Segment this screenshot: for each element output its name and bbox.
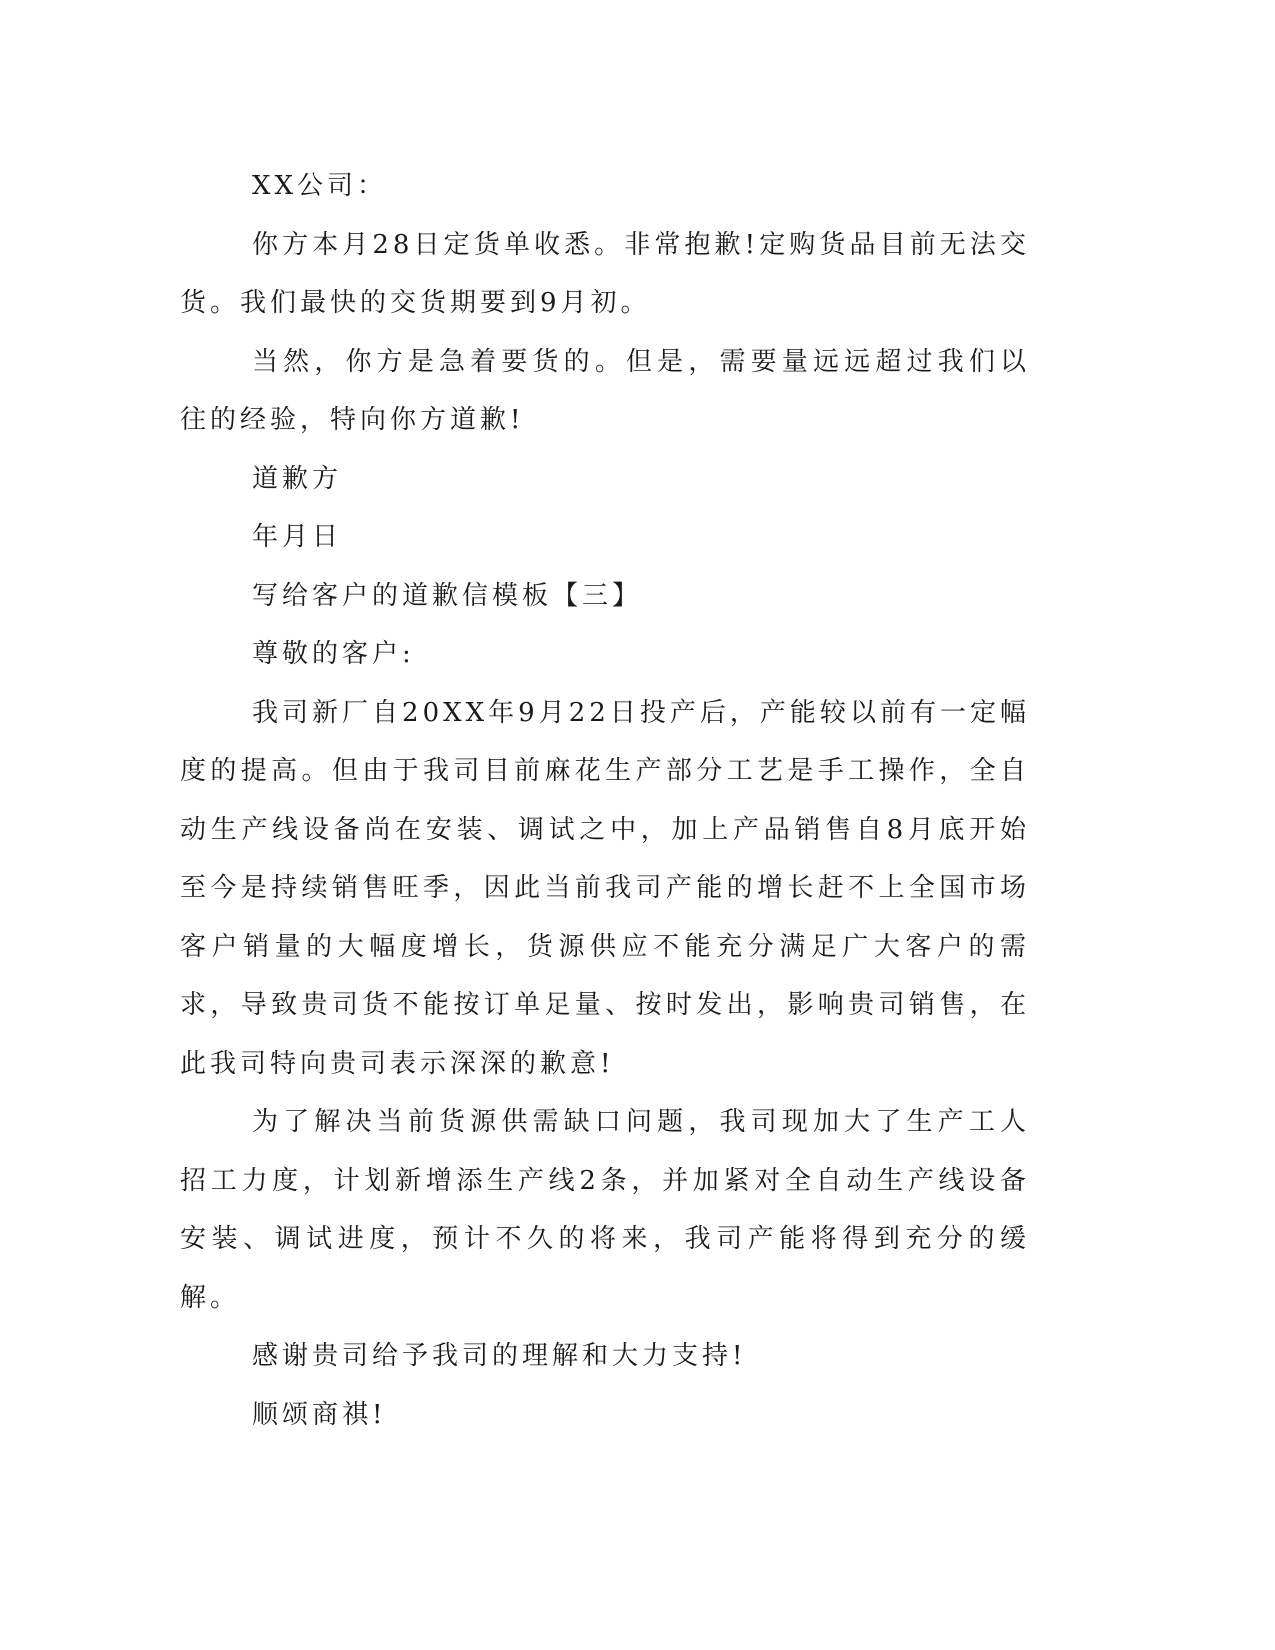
paragraph-thanks: 感谢贵司给予我司的理解和大力支持! (252, 1341, 747, 1371)
paragraph-order-received: 你方本月28日定货单收悉。非常抱歉!定购货品目前无法交货。我们最快的交货期要到9月初。 (180, 229, 1030, 318)
section-heading: 写给客户的道歉信模板【三】 (252, 580, 643, 611)
signature-party: 道歉方 (252, 463, 343, 494)
salutation-company: XX公司： (252, 171, 388, 201)
paragraph-solution: 为了解决当前货源供需缺口问题，我司现加大了生产工人招工力度，计划新增添生产线2条，并加紧对全自动生产线设备安装、调试进度，预计不久的将来，我司产能将得到充分的缓解。 (180, 1107, 1030, 1313)
signature-date: 年月日 (252, 522, 343, 552)
salutation-customer: 尊敬的客户: (252, 639, 415, 669)
closing-regards: 顺颂商祺! (252, 1399, 387, 1430)
paragraph-apology: 当然，你方是急着要货的。但是，需要量远远超过我们以往的经验，特向你方道歉! (180, 346, 1030, 435)
letter-body (180, 157, 1030, 1444)
paragraph-capacity: 我司新厂自20XX年9月22日投产后，产能较以前有一定幅度的提高。但由于我司目前麻花生产部分工艺是手工操作，全自动生产线设备尚在安装、调试之中，加上产品销售自8月底开始至今是持续销售旺季，因此当前我司产能的增长赶不上全国市场客户销量的大幅度增长，货源供应不能充分满足广大客户的需求，导致贵司货不能按订单足量、按时发出，影响贵司销售，在此我司特向贵司表示深深的歉意! (180, 697, 1030, 1079)
